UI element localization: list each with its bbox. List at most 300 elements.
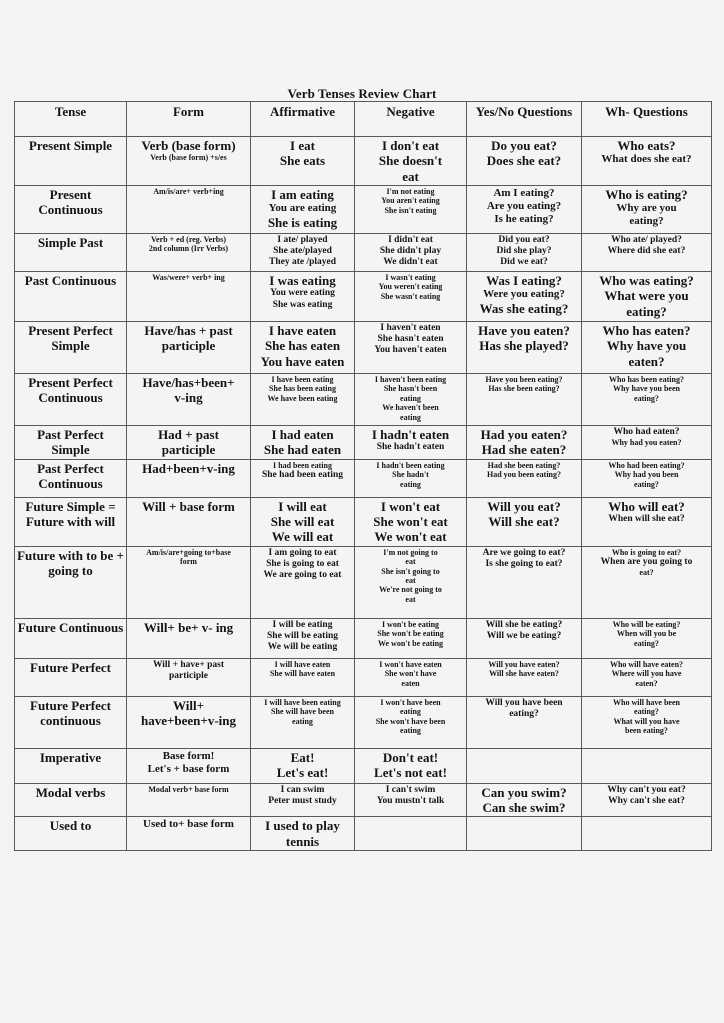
negative-line: eating <box>400 725 421 735</box>
wh-question-line: Who had been eating? <box>608 460 685 470</box>
header-tense: Tense <box>15 102 127 137</box>
negative-line: I didn't eat <box>388 234 433 245</box>
negative-cell <box>355 373 467 425</box>
form-cell <box>127 185 251 233</box>
wh-question-line: eat? <box>639 568 654 578</box>
negative-line: She hadn't <box>392 470 429 480</box>
yes-no-question-cell <box>467 137 582 186</box>
affirmative-line: I am going to eat <box>268 547 337 558</box>
negative-line: eating <box>400 707 421 717</box>
affirmative-line: I can swim <box>280 784 325 795</box>
yes-no-question-cell <box>467 696 582 748</box>
chart-title: Verb Tenses Review Chart <box>287 86 437 101</box>
negative-line: She isn't going to <box>381 566 440 576</box>
affirmative-line: I am eating <box>271 186 334 202</box>
form-line: Will + base form <box>142 498 235 514</box>
wh-question-line: Why had you eaten? <box>611 438 682 448</box>
wh-question-line: When are you going to <box>600 557 693 568</box>
wh-question-line: What will you have <box>613 716 680 726</box>
form-line: Have/has+been+ <box>142 374 235 390</box>
header-form: Form <box>127 102 251 137</box>
negative-line: I haven't eaten <box>380 322 441 333</box>
negative-line: eating <box>400 393 421 403</box>
wh-question-line: What were you <box>604 288 689 304</box>
wh-question-line: Who will have eaten? <box>609 659 684 669</box>
yes-no-question-line: Was she eating? <box>479 301 569 317</box>
form-line: participle <box>161 442 216 458</box>
wh-question-line: Why can't you eat? <box>607 784 686 795</box>
tense-cell: Future Perfect <box>15 658 127 696</box>
affirmative-line: You have eaten <box>260 353 345 369</box>
affirmative-cell <box>251 618 355 658</box>
wh-question-line: Where did she eat? <box>607 246 686 257</box>
form-cell <box>127 658 251 696</box>
yes-no-question-cell <box>467 373 582 425</box>
tense-cell: Present Perfect Continuous <box>15 373 127 425</box>
affirmative-line: I ate/ played <box>277 234 328 245</box>
yes-no-question-line: Will you eat? <box>487 498 561 514</box>
form-line: v-ing <box>174 390 203 406</box>
negative-line: We won't eat <box>374 529 447 545</box>
wh-question-cell <box>582 546 712 618</box>
yes-no-question-line: Am I eating? <box>493 186 555 199</box>
affirmative-line: I will have eaten <box>274 659 331 669</box>
form-cell <box>127 546 251 618</box>
wh-question-line: Who had eaten? <box>613 426 680 437</box>
negative-line: She doesn't <box>378 153 443 169</box>
affirmative-line: She has eaten <box>264 338 341 354</box>
yes-no-question-line: Has she been eating? <box>488 384 560 394</box>
affirmative-line: I had eaten <box>271 426 334 442</box>
form-line: participle <box>161 338 216 354</box>
negative-line: She won't have been <box>375 716 446 726</box>
tense-cell: Present Continuous <box>15 185 127 233</box>
affirmative-line: I eat <box>290 138 315 153</box>
affirmative-cell <box>251 696 355 748</box>
wh-question-line: eating? <box>629 215 664 228</box>
negative-line: I won't be eating <box>381 619 440 629</box>
negative-cell <box>355 137 467 186</box>
table-row <box>15 233 712 271</box>
yes-no-question-line: Have you been eating? <box>485 374 563 384</box>
yes-no-question-line: Had she been eating? <box>487 460 561 470</box>
affirmative-cell <box>251 137 355 186</box>
tense-cell: Modal verbs <box>15 783 127 817</box>
negative-line: She hadn't eaten <box>376 442 445 453</box>
affirmative-line: We are going to eat <box>263 570 342 581</box>
affirmative-cell <box>251 373 355 425</box>
affirmative-line: I was eating <box>269 272 336 288</box>
negative-line: eat <box>405 557 416 567</box>
table-row <box>15 748 712 783</box>
negative-line: I won't have been <box>380 697 441 707</box>
tense-cell: Future with to be + going to <box>15 546 127 618</box>
affirmative-cell <box>251 271 355 321</box>
tense-cell: Future Perfect continuous <box>15 696 127 748</box>
table-row <box>15 618 712 658</box>
header-yes-no-questions: Yes/No Questions <box>467 102 582 137</box>
form-line: form <box>180 557 197 567</box>
yes-no-question-line: Can she swim? <box>482 799 566 815</box>
negative-cell <box>355 497 467 546</box>
wh-question-cell <box>582 185 712 233</box>
affirmative-cell <box>251 185 355 233</box>
yes-no-question-line: Have you eaten? <box>478 322 570 338</box>
negative-line: She isn't eating <box>384 205 437 215</box>
affirmative-cell <box>251 425 355 459</box>
affirmative-line: They ate /played <box>268 257 337 268</box>
tense-cell: Past Perfect Continuous <box>15 459 127 497</box>
yes-no-question-line: Will she have eaten? <box>489 669 559 679</box>
table-row <box>15 185 712 233</box>
wh-question-line: When will she eat? <box>608 513 685 524</box>
negative-line: She hasn't been <box>383 384 438 394</box>
header-negative: Negative <box>355 102 467 137</box>
negative-line: I hadn't been eating <box>376 460 445 470</box>
yes-no-question-line: Will she be eating? <box>485 619 563 630</box>
tense-cell: Past Continuous <box>15 271 127 321</box>
form-line: Verb (base form) <box>141 138 236 153</box>
affirmative-line: She will eat <box>270 513 335 529</box>
tense-cell: Future Continuous <box>15 618 127 658</box>
affirmative-cell <box>251 459 355 497</box>
wh-question-line: eating? <box>626 303 667 319</box>
table-row <box>15 271 712 321</box>
affirmative-line: She had been eating <box>261 470 344 481</box>
yes-no-question-line: Will you have been <box>485 697 563 708</box>
header-row <box>15 102 712 137</box>
form-cell <box>127 783 251 817</box>
form-line: Let's + base form <box>147 762 230 775</box>
negative-line: She won't have <box>384 669 437 679</box>
form-line: Will+ be+ v- ing <box>143 619 234 635</box>
negative-line: I'm not going to <box>383 547 438 557</box>
yes-no-question-cell <box>467 271 582 321</box>
tense-cell: Used to <box>15 817 127 851</box>
wh-question-line: Who is going to eat? <box>611 547 682 557</box>
wh-question-line: eating? <box>634 393 659 403</box>
yes-no-question-line: eating? <box>509 708 539 719</box>
negative-cell <box>355 783 467 817</box>
yes-no-question-line: Is she going to eat? <box>485 558 563 569</box>
yes-no-question-line: Is he eating? <box>494 212 554 225</box>
affirmative-line: She eats <box>279 153 326 169</box>
table-body <box>15 137 712 851</box>
yes-no-question-line: Had you been eating? <box>486 470 561 480</box>
negative-line: I don't eat <box>381 138 440 153</box>
form-line: Modal verb+ base form <box>148 784 229 794</box>
affirmative-cell <box>251 497 355 546</box>
wh-question-cell <box>582 271 712 321</box>
affirmative-line: She is going to eat <box>266 558 339 569</box>
form-line: Had+been+v-ing <box>142 460 235 476</box>
form-line: have+been+v-ing <box>141 712 236 728</box>
affirmative-line: I will eat <box>278 498 327 514</box>
form-cell <box>127 425 251 459</box>
header-affirmative: Affirmative <box>251 102 355 137</box>
yes-no-question-line: Did she play? <box>496 246 552 257</box>
yes-no-question-line: Are we going to eat? <box>482 547 566 558</box>
negative-line: You weren't eating <box>378 282 443 292</box>
negative-cell <box>355 748 467 783</box>
form-cell <box>127 271 251 321</box>
negative-line: Don't eat! <box>382 749 439 765</box>
negative-line: I'm not eating <box>386 186 435 196</box>
yes-no-question-line: Does she eat? <box>486 153 562 169</box>
negative-line: We won't be eating <box>377 638 444 648</box>
form-cell <box>127 459 251 497</box>
wh-question-line: Who was eating? <box>599 272 694 288</box>
negative-line: You haven't eaten <box>374 345 447 356</box>
yes-no-question-line: Were you eating? <box>483 288 565 301</box>
table-row <box>15 546 712 618</box>
wh-question-line: Why had you been <box>614 470 679 480</box>
form-cell <box>127 748 251 783</box>
affirmative-line: We will be eating <box>267 642 338 653</box>
affirmative-cell <box>251 748 355 783</box>
affirmative-line: She has been eating <box>269 384 336 394</box>
wh-question-line: What does she eat? <box>601 153 692 166</box>
negative-cell <box>355 425 467 459</box>
wh-question-cell <box>582 373 712 425</box>
form-cell <box>127 497 251 546</box>
affirmative-line: eating <box>292 716 313 726</box>
form-cell <box>127 696 251 748</box>
form-line: Verb + ed (reg. Verbs) <box>151 234 226 244</box>
wh-question-line: Who ate/ played? <box>611 234 682 245</box>
yes-no-question-line: Did you eat? <box>498 234 550 245</box>
negative-line: I can't swim <box>385 784 436 795</box>
table-row <box>15 321 712 373</box>
tense-cell: Simple Past <box>15 233 127 271</box>
negative-line: I wasn't eating <box>385 272 436 282</box>
yes-no-question-line: Will we be eating? <box>486 630 562 641</box>
form-line: Used to+ base form <box>143 818 234 831</box>
negative-cell <box>355 618 467 658</box>
negative-line: eating <box>400 412 421 422</box>
form-line: Was/were+ verb+ ing <box>152 272 225 282</box>
yes-no-question-cell <box>467 618 582 658</box>
form-line: Have/has + past <box>144 322 233 338</box>
affirmative-line: Let's eat! <box>276 764 329 780</box>
wh-question-cell <box>582 497 712 546</box>
wh-question-cell <box>582 321 712 373</box>
affirmative-line: I will have been eating <box>264 697 341 707</box>
wh-question-line: Who eats? <box>617 138 676 153</box>
negative-cell <box>355 459 467 497</box>
affirmative-line: She will have eaten <box>269 669 336 679</box>
negative-cell <box>355 185 467 233</box>
wh-question-line: Who has eaten? <box>602 322 691 338</box>
negative-line: She hasn't eaten <box>377 334 444 345</box>
yes-no-question-cell <box>467 233 582 271</box>
affirmative-line: Eat! <box>290 749 315 765</box>
affirmative-line: You are eating <box>268 202 337 215</box>
affirmative-cell <box>251 658 355 696</box>
table-row <box>15 425 712 459</box>
negative-line: eat <box>405 594 416 604</box>
form-line: Had + past <box>158 426 219 442</box>
form-line: Base form! <box>162 749 215 762</box>
negative-line: eat <box>402 168 419 184</box>
tense-cell: Present Simple <box>15 137 127 186</box>
header-wh-questions: Wh- Questions <box>582 102 712 137</box>
form-line: participle <box>168 670 209 681</box>
yes-no-question-line: Can you swim? <box>481 784 567 800</box>
negative-line: Let's not eat! <box>374 764 447 780</box>
yes-no-question-cell <box>467 185 582 233</box>
wh-question-cell <box>582 618 712 658</box>
wh-question-line: eating? <box>634 638 659 648</box>
affirmative-line: I used to play <box>265 818 340 834</box>
wh-question-cell <box>582 459 712 497</box>
affirmative-line: tennis <box>285 833 320 849</box>
wh-question-cell <box>582 658 712 696</box>
negative-line: We haven't been <box>382 403 439 413</box>
affirmative-line: We have been eating <box>267 393 338 403</box>
form-cell <box>127 233 251 271</box>
negative-line: I won't have eaten <box>379 659 442 669</box>
yes-no-question-cell <box>467 425 582 459</box>
negative-line: I hadn't eaten <box>371 426 450 442</box>
affirmative-line: She is eating <box>267 215 338 231</box>
table-row <box>15 783 712 817</box>
affirmative-line: You were eating <box>270 288 335 299</box>
form-cell <box>127 817 251 851</box>
table-row <box>15 459 712 497</box>
yes-no-question-line: Did we eat? <box>500 257 548 268</box>
wh-question-cell <box>582 137 712 186</box>
affirmative-line: She will have been <box>271 707 334 717</box>
wh-question-line: Why are you <box>616 202 677 215</box>
tense-cell: Past Perfect Simple <box>15 425 127 459</box>
tense-cell: Imperative <box>15 748 127 783</box>
yes-no-question-cell <box>467 459 582 497</box>
wh-question-line: eaten? <box>628 353 665 369</box>
wh-question-line: eating? <box>634 479 659 489</box>
negative-line: We're not going to <box>379 585 442 595</box>
table-row <box>15 137 712 186</box>
wh-question-line: Why have you <box>606 338 687 354</box>
yes-no-question-cell <box>467 546 582 618</box>
affirmative-line: I have been eating <box>271 374 334 384</box>
negative-cell <box>355 321 467 373</box>
negative-cell <box>355 271 467 321</box>
wh-question-line: Why can't she eat? <box>608 795 685 806</box>
table-row <box>15 817 712 851</box>
negative-line: I haven't been eating <box>374 374 447 384</box>
negative-line: We didn't eat <box>383 257 438 268</box>
affirmative-cell <box>251 546 355 618</box>
affirmative-line: She ate/played <box>273 246 332 257</box>
tense-cell: Future Simple = Future with will <box>15 497 127 546</box>
table-row <box>15 696 712 748</box>
wh-question-cell <box>582 817 712 851</box>
negative-cell <box>355 233 467 271</box>
yes-no-question-cell <box>467 817 582 851</box>
affirmative-line: She was eating <box>272 299 333 310</box>
negative-line: You aren't eating <box>381 196 440 206</box>
affirmative-line: She had eaten <box>263 442 342 458</box>
form-line: Will+ <box>172 697 204 713</box>
form-cell <box>127 137 251 186</box>
negative-cell <box>355 658 467 696</box>
negative-cell <box>355 546 467 618</box>
wh-question-line: Who is eating? <box>605 186 688 202</box>
wh-question-cell <box>582 748 712 783</box>
negative-line: She won't eat <box>373 513 448 529</box>
wh-question-line: When will you be <box>616 629 677 639</box>
wh-question-line: eating? <box>634 707 659 717</box>
yes-no-question-cell <box>467 748 582 783</box>
wh-question-line: been eating? <box>625 725 668 735</box>
wh-question-cell <box>582 783 712 817</box>
affirmative-cell <box>251 233 355 271</box>
yes-no-question-line: Will she eat? <box>488 513 560 529</box>
tense-cell: Present Perfect Simple <box>15 321 127 373</box>
verb-tenses-table <box>14 101 712 851</box>
wh-question-line: Who will have been <box>613 697 680 707</box>
affirmative-cell <box>251 783 355 817</box>
yes-no-question-line: Will you have eaten? <box>488 659 560 669</box>
wh-question-line: Who has been eating? <box>609 374 684 384</box>
form-cell <box>127 321 251 373</box>
negative-line: I won't eat <box>380 498 441 514</box>
yes-no-question-cell <box>467 783 582 817</box>
affirmative-cell <box>251 817 355 851</box>
affirmative-line: She will be eating <box>267 630 338 641</box>
form-cell <box>127 618 251 658</box>
yes-no-question-cell <box>467 321 582 373</box>
yes-no-question-line: Do you eat? <box>491 138 557 153</box>
wh-question-cell <box>582 696 712 748</box>
yes-no-question-line: Has she played? <box>479 338 569 354</box>
table-row <box>15 497 712 546</box>
form-line: Am/is/are+ verb+ing <box>153 186 224 196</box>
wh-question-line: Where will you have <box>611 669 682 679</box>
wh-question-line: Who will eat? <box>608 498 685 514</box>
form-line: Verb (base form) +s/es <box>150 153 227 163</box>
negative-line: eaten <box>401 678 420 688</box>
yes-no-question-line: Had you eaten? <box>480 426 568 442</box>
affirmative-line: Peter must study <box>268 795 337 806</box>
yes-no-question-line: Was I eating? <box>486 272 562 288</box>
form-cell <box>127 373 251 425</box>
negative-line: She wasn't eating <box>380 291 441 301</box>
negative-cell <box>355 817 467 851</box>
table-row <box>15 658 712 696</box>
yes-no-question-line: Are you eating? <box>486 199 562 212</box>
form-line: 2nd column (Irr Verbs) <box>148 244 229 254</box>
form-line: Am/is/are+going to+base <box>146 547 231 557</box>
negative-line: eating <box>400 479 421 489</box>
wh-question-line: Why have you been <box>613 384 680 394</box>
negative-cell <box>355 696 467 748</box>
wh-question-line: Who will be eating? <box>612 619 681 629</box>
negative-line: She won't be eating <box>377 629 444 639</box>
negative-line: eat <box>405 575 416 585</box>
affirmative-line: I have eaten <box>268 322 337 338</box>
affirmative-cell <box>251 321 355 373</box>
wh-question-line: eaten? <box>635 678 658 688</box>
table-row <box>15 373 712 425</box>
wh-question-cell <box>582 233 712 271</box>
yes-no-question-cell <box>467 497 582 546</box>
negative-line: You mustn't talk <box>376 795 445 806</box>
affirmative-line: I had been eating <box>273 460 332 470</box>
affirmative-line: I will be eating <box>272 619 333 630</box>
yes-no-question-cell <box>467 658 582 696</box>
